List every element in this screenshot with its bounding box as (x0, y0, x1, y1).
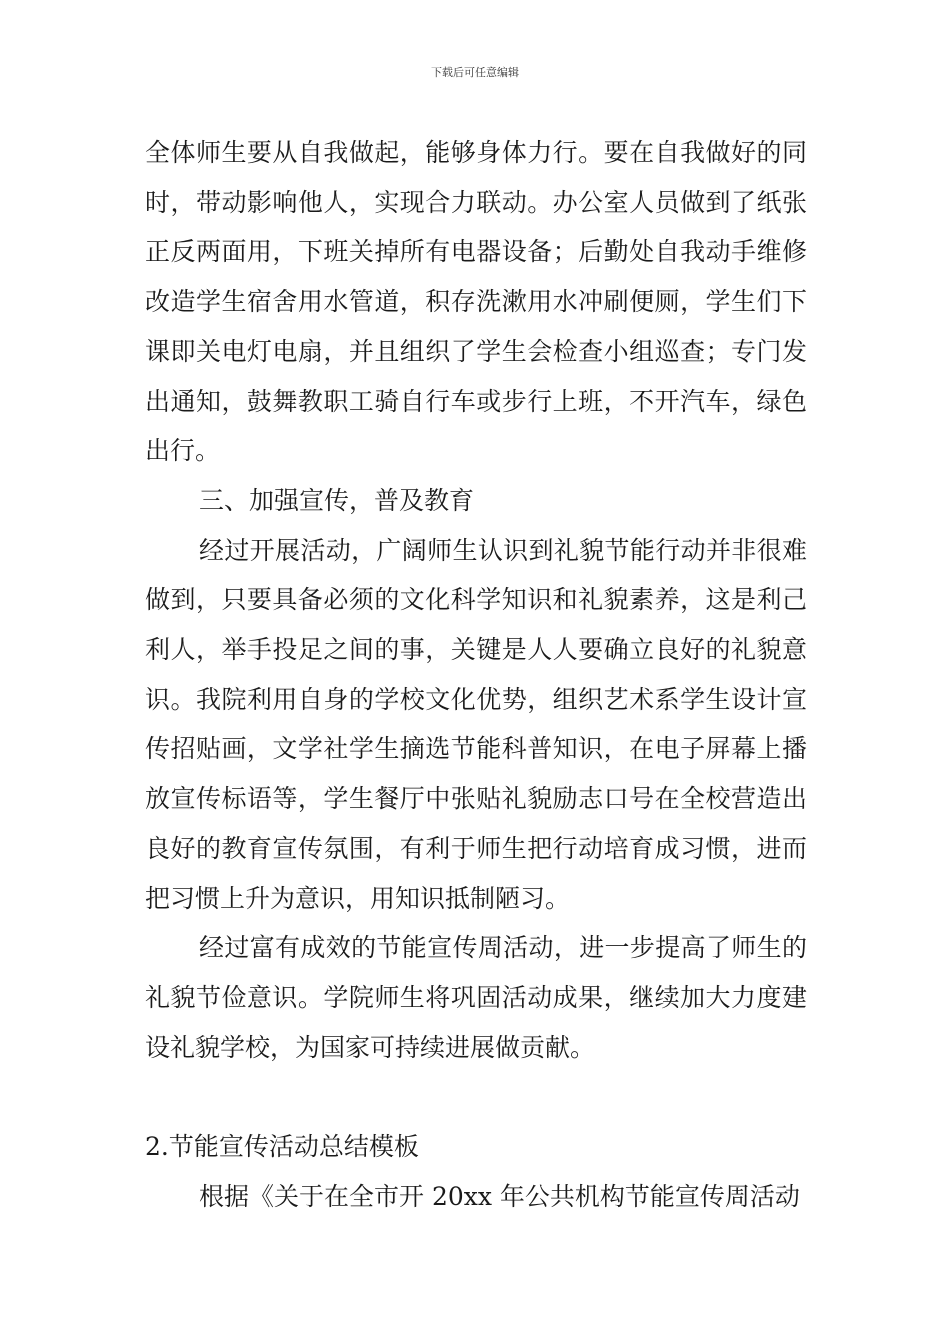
section-heading-template: 2.节能宣传活动总结模板 (145, 1132, 419, 1162)
section-heading-publicity: 三、加强宣传，普及教育 (199, 485, 475, 515)
paragraph-template-intro: 根据《关于在全市开 20xx 年公共机构节能宣传周活动 (199, 1182, 800, 1212)
paragraph-green-action: 全体师生要从自我做起，能够身体力行。要在自我做好的同时，带动影响他人，实现合力联动。办公室人员做到了纸张正反两面用，下班关掉所有电器设备；后勤处自我动手维修改造学生宿舍用水管道，积存洗漱用水冲刷便厕，学生们下课即关电灯电扇，并且组织了学生会检查小组巡查；专门发出通知，鼓舞教职工骑自行车或步行上班，不开汽车，绿色出行。 (145, 138, 807, 466)
section-spacer (145, 1072, 807, 1122)
document-body (145, 128, 807, 1222)
page-header-note: 下载后可任意编辑 (431, 66, 519, 79)
paragraph-conclusion: 经过富有成效的节能宣传周活动，进一步提高了师生的礼貌节俭意识。学院师生将巩固活动成果，继续加大力度建设礼貌学校，为国家可持续进展做贡献。 (145, 933, 807, 1062)
paragraph-awareness: 经过开展活动，广阔师生认识到礼貌节能行动并非很难做到，只要具备必须的文化科学知识和礼貌素养，这是利己利人，举手投足之间的事，关键是人人要确立良好的礼貌意识。我院利用自身的学校文化优势，组织艺术系学生设计宣传招贴画，文学社学生摘选节能科普知识，在电子屏幕上播放宣传标语等，学生餐厅中张贴礼貌励志口号在全校营造出良好的教育宣传氛围，有利于师生把行动培育成习惯，进而把习惯上升为意识，用知识抵制陋习。 (145, 535, 807, 913)
